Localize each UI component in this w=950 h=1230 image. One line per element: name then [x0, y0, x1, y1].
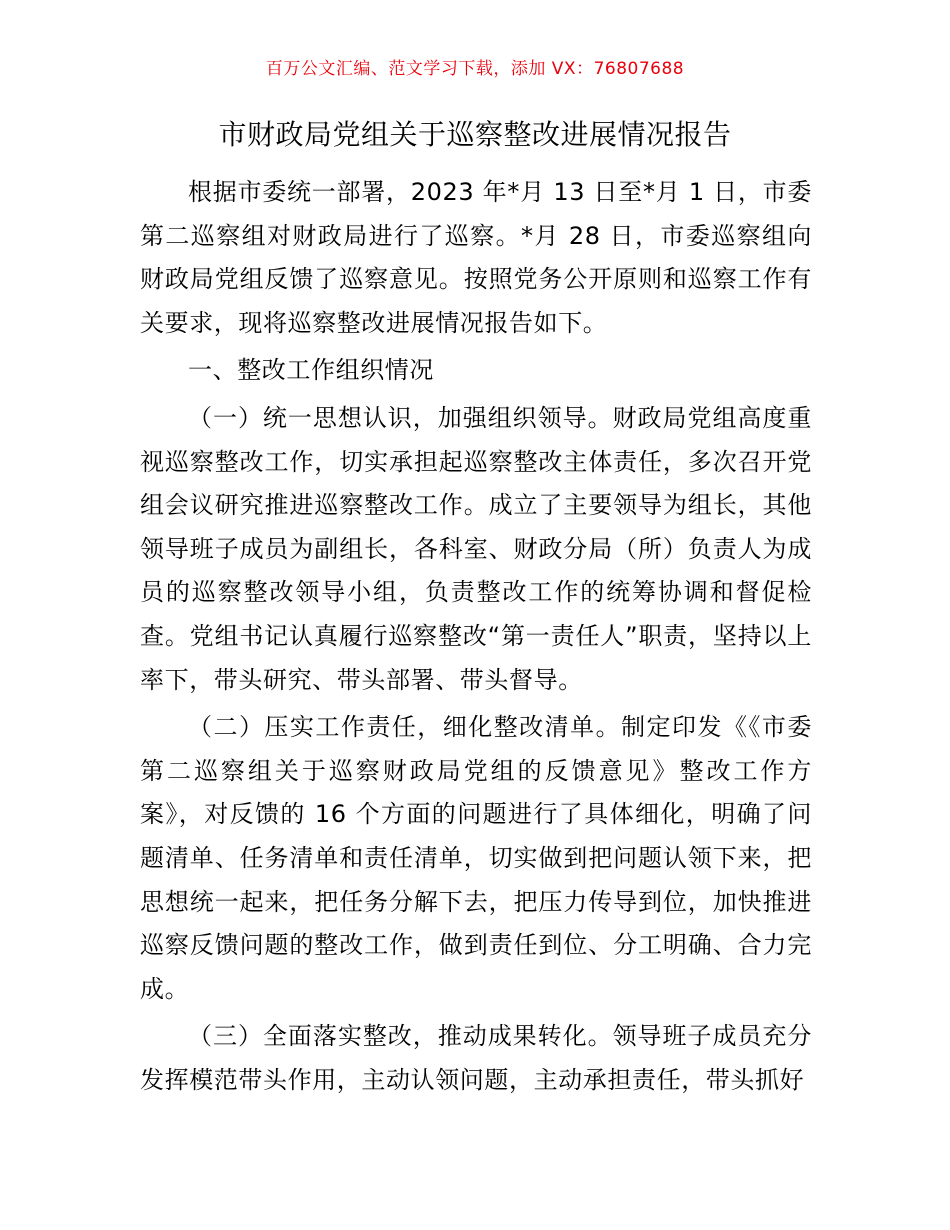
intro-paragraph: 根据市委统一部署，2023 年*月 13 日至*月 1 日，市委第二巡察组对财政局进行了巡察。*月 28 日，市委巡察组向财政局党组反馈了巡察意见。按照党务公开原则和巡察工作有关要求，现将巡察整改进展情况报告如下。: [140, 178, 812, 337]
section-heading: 一、整改工作组织情况: [188, 356, 434, 385]
body-paragraph: （一）统一思想认识，加强组织领导。财政局党组高度重视巡察整改工作，切实承担起巡察整改主体责任，多次召开党组会议研究推进巡察整改工作。成立了主要领导为组长，其他领导班子成员为副组长，各科室、财政分局（所）负责人为成员的巡察整改领导小组，负责整改工作的统筹协调和督促检查。党组书记认真履行巡察整改“第一责任人”职责，坚持以上率下，带头研究、带头部署、带头督导。: [140, 403, 812, 694]
document-title: 市财政局党组关于巡察整改进展情况报告: [218, 118, 732, 151]
watermark-header: 百万公文汇编、范文学习下载，添加 VX：76807688: [265, 59, 685, 79]
body-paragraph: （三）全面落实整改，推动成果转化。领导班子成员充分发挥模范带头作用，主动认领问题，主动承担责任，带头抓好: [140, 1022, 812, 1094]
body-paragraph: （二）压实工作责任，细化整改清单。制定印发《《市委第二巡察组关于巡察财政局党组的反馈意见》整改工作方案》，对反馈的 16 个方面的问题进行了具体细化，明确了问题清单、任务清单和责任清单，切实做到把问题认领下来，把思想统一起来，把任务分解下去，把压力传导到位，加快推进巡察反馈问题的整改工作，做到责任到位、分工明确、合力完成。: [140, 713, 812, 1003]
document-body: [140, 171, 812, 1102]
